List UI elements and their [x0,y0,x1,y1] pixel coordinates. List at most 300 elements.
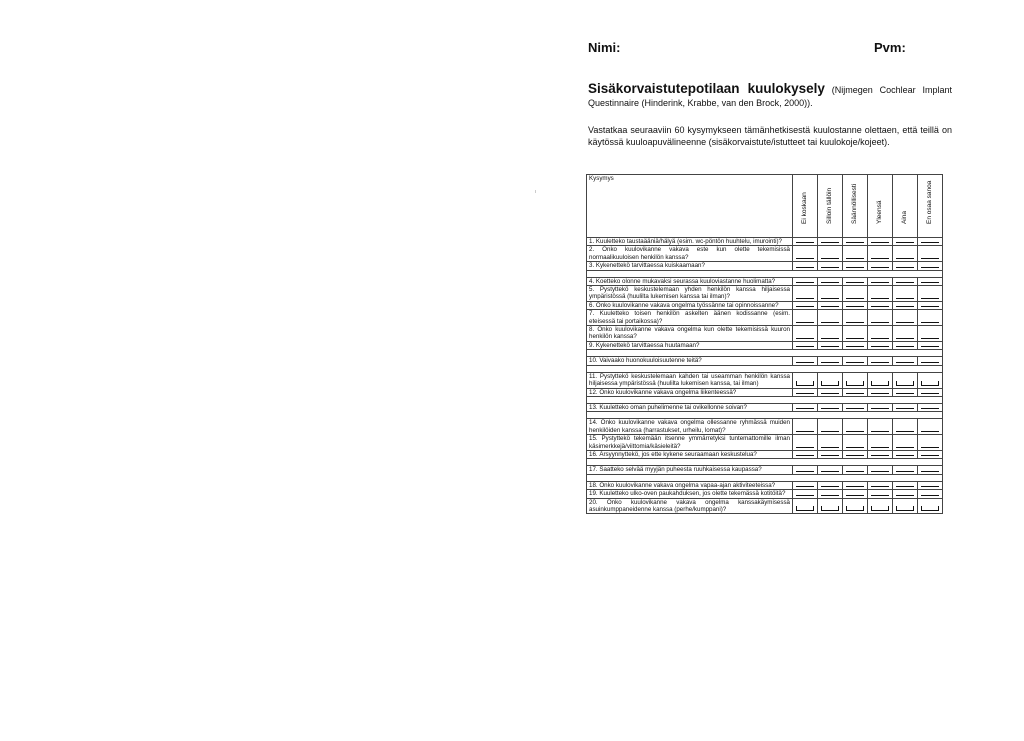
answer-checkbox[interactable] [918,388,943,396]
answer-checkbox[interactable] [868,301,893,309]
answer-checkbox[interactable] [793,372,818,388]
answer-checkbox[interactable] [918,310,943,326]
answer-mark [796,427,814,432]
answer-mark [896,278,914,283]
answer-mark [896,404,914,409]
spacer-cell [587,270,943,277]
answer-checkbox[interactable] [868,246,893,262]
answer-checkbox[interactable] [868,277,893,285]
question-text: 7. Kuuletteko toisen henkilön askelten äänen kodissanne (esim. eteisessä tai portaikossa)? [587,310,793,326]
table-row [587,310,943,326]
answer-checkbox[interactable] [918,435,943,451]
answer-checkbox[interactable] [818,238,843,246]
answer-mark [846,404,864,409]
answer-mark [846,302,864,307]
answer-mark [921,443,939,448]
answer-checkbox[interactable] [918,277,943,285]
answer-checkbox[interactable] [918,246,943,262]
answer-mark [821,318,839,323]
answer-mark [871,381,889,386]
answer-mark [871,482,889,487]
answer-checkbox[interactable] [793,490,818,498]
row-spacer [587,396,943,403]
col-label: En osaa sanoa [926,180,933,224]
answer-checkbox[interactable] [843,403,868,411]
answer-checkbox[interactable] [918,481,943,489]
answer-checkbox[interactable] [818,262,843,270]
answer-mark [796,263,814,268]
answer-mark [821,506,839,511]
row-spacer [587,270,943,277]
question-text: 9. Kykenettekö tarvittaessa huutamaan? [587,341,793,349]
answer-checkbox[interactable] [793,246,818,262]
answer-mark [796,294,814,299]
answer-checkbox[interactable] [868,403,893,411]
answer-mark [921,404,939,409]
answer-mark [921,318,939,323]
answer-mark [921,342,939,347]
answer-checkbox[interactable] [843,357,868,365]
col-header-sometimes [818,175,843,238]
answer-checkbox[interactable] [918,498,943,514]
row-spacer [587,459,943,466]
answer-mark [796,389,814,394]
answer-mark [821,254,839,259]
table-row [587,286,943,302]
answer-mark [796,334,814,339]
question-text: 4. Koetteko olonne mukavaksi seurassa kuuloviastanne huolimatta? [587,277,793,285]
answer-mark [896,302,914,307]
answer-checkbox[interactable] [868,238,893,246]
answer-checkbox[interactable] [793,238,818,246]
question-text: 13. Kuuletteko oman puhelimenne tai ovikellonne soivan? [587,403,793,411]
question-text: 19. Kuuletteko ulko-oven paukahduksen, jos olette tekemässä kotitöitä? [587,490,793,498]
answer-mark [871,238,889,243]
answer-checkbox[interactable] [918,357,943,365]
answer-checkbox[interactable] [893,310,918,326]
answer-mark [796,278,814,283]
answer-mark [871,358,889,363]
table-row [587,238,943,246]
answer-checkbox[interactable] [843,310,868,326]
answer-checkbox[interactable] [818,490,843,498]
answer-checkbox[interactable] [818,286,843,302]
title-source: (Nijmegen Cochlear Implant Questinnaire (Hinderink, Krabbe, van den Brock, 2000)). [588,85,952,108]
answer-checkbox[interactable] [818,498,843,514]
answer-checkbox[interactable] [843,341,868,349]
answer-mark [896,254,914,259]
answer-mark [846,294,864,299]
answer-mark [821,334,839,339]
col-header-never [793,175,818,238]
answer-mark [796,467,814,472]
answer-mark [821,443,839,448]
question-text: 15. Pystyttekö tekemään itsenne ymmärretyksi tuntemattomille ilman käsimerkkejä/viittomia/käsieleitä? [587,435,793,451]
col-label: Säännöllisesti [851,183,858,224]
table-row [587,450,943,458]
answer-mark [846,443,864,448]
table-row [587,403,943,411]
question-text: 16. Ärsyynnyttekö, jos ette kykene seuraamaan keskustelua? [587,450,793,458]
answer-mark [921,294,939,299]
question-text: 20. Onko kuulovikanne vakava ongelma kanssakäymisessä asuinkumppaneidenne kanssa (perhe/kumppani)? [587,498,793,514]
answer-checkbox[interactable] [893,372,918,388]
instructions: Vastatkaa seuraaviin 60 kysymykseen tämänhetkisestä kuulostanne olettaen, että teillä on käytössä kuuloapuvälineenne (sisäkorvaistute/istutteet tai kuulokoje/kojeet). [588,125,952,147]
name-label: Nimi: [588,40,621,55]
col-label: Silloin tällöin [826,187,833,224]
answer-mark [896,443,914,448]
col-header-cannot-say [918,175,943,238]
answer-checkbox[interactable] [818,450,843,458]
answer-mark [896,451,914,456]
answer-checkbox[interactable] [893,450,918,458]
question-table [586,174,943,514]
questionnaire-page [586,0,952,741]
answer-mark [871,342,889,347]
answer-mark [796,318,814,323]
answer-checkbox[interactable] [818,246,843,262]
answer-mark [871,278,889,283]
answer-checkbox[interactable] [843,490,868,498]
spacer-cell [587,365,943,372]
question-text: 2. Onko kuulovikanne vakava este kun olette tekemisissä normaalikuuloisen henkilön kanssa? [587,246,793,262]
answer-checkbox[interactable] [868,262,893,270]
answer-checkbox[interactable] [793,301,818,309]
answer-checkbox[interactable] [893,466,918,474]
answer-mark [821,491,839,496]
table-row [587,419,943,435]
table-row [587,341,943,349]
answer-checkbox[interactable] [918,450,943,458]
answer-mark [821,427,839,432]
answer-checkbox[interactable] [868,341,893,349]
row-spacer [587,412,943,419]
answer-checkbox[interactable] [918,372,943,388]
table-row [587,466,943,474]
answer-mark [846,263,864,268]
answer-mark [896,482,914,487]
question-text: 8. Onko kuulovikanne vakava ongelma kun olette tekemisissä kuuron henkilön kanssa? [587,326,793,342]
answer-mark [896,491,914,496]
answer-checkbox[interactable] [918,466,943,474]
answer-mark [821,389,839,394]
answer-checkbox[interactable] [918,262,943,270]
answer-mark [921,506,939,511]
answer-checkbox[interactable] [918,419,943,435]
answer-mark [846,358,864,363]
answer-checkbox[interactable] [818,341,843,349]
answer-checkbox[interactable] [818,277,843,285]
answer-checkbox[interactable] [793,403,818,411]
answer-checkbox[interactable] [843,450,868,458]
answer-mark [821,404,839,409]
question-text: 11. Pystyttekö keskustelemaan kahden tai useamman henkilön kanssa hiljaisessa ympäristössä (huulilta lukemisen kanssa, tai ilman) [587,372,793,388]
answer-mark [871,491,889,496]
questionnaire-title [588,82,952,110]
answer-mark [921,427,939,432]
answer-checkbox[interactable] [843,326,868,342]
answer-checkbox[interactable] [893,498,918,514]
answer-checkbox[interactable] [818,481,843,489]
answer-checkbox[interactable] [893,435,918,451]
answer-checkbox[interactable] [868,419,893,435]
answer-checkbox[interactable] [843,388,868,396]
answer-mark [821,358,839,363]
answer-checkbox[interactable] [918,403,943,411]
answer-mark [896,467,914,472]
answer-checkbox[interactable] [893,490,918,498]
answer-mark [871,318,889,323]
answer-checkbox[interactable] [818,419,843,435]
answer-checkbox[interactable] [793,466,818,474]
answer-checkbox[interactable] [868,357,893,365]
answer-checkbox[interactable] [918,326,943,342]
answer-mark [796,381,814,386]
table-row [587,301,943,309]
answer-mark [846,389,864,394]
answer-mark [896,318,914,323]
answer-checkbox[interactable] [793,262,818,270]
answer-mark [896,506,914,511]
col-label: Aina [901,210,908,224]
answer-checkbox[interactable] [843,286,868,302]
answer-mark [796,238,814,243]
answer-mark [846,427,864,432]
table-row [587,490,943,498]
table-row [587,481,943,489]
answer-checkbox[interactable] [793,286,818,302]
answer-mark [921,381,939,386]
spacer-cell [587,474,943,481]
answer-checkbox[interactable] [868,310,893,326]
question-column-header: Kysymys [587,175,793,238]
answer-checkbox[interactable] [868,435,893,451]
table-row [587,277,943,285]
answer-checkbox[interactable] [843,419,868,435]
answer-checkbox[interactable] [868,481,893,489]
answer-mark [846,451,864,456]
answer-mark [896,358,914,363]
answer-mark [821,467,839,472]
answer-mark [846,381,864,386]
answer-checkbox[interactable] [793,419,818,435]
answer-mark [846,467,864,472]
answer-mark [871,334,889,339]
answer-checkbox[interactable] [893,481,918,489]
answer-mark [846,334,864,339]
answer-checkbox[interactable] [918,238,943,246]
answer-mark [921,482,939,487]
question-text: 6. Onko kuulovikanne vakava ongelma työssänne tai opinnoissanne? [587,301,793,309]
answer-checkbox[interactable] [818,403,843,411]
answer-mark [796,342,814,347]
answer-checkbox[interactable] [868,498,893,514]
answer-mark [796,506,814,511]
answer-mark [921,467,939,472]
answer-mark [846,482,864,487]
answer-checkbox[interactable] [818,435,843,451]
answer-mark [821,278,839,283]
answer-checkbox[interactable] [843,277,868,285]
answer-checkbox[interactable] [918,301,943,309]
answer-mark [921,263,939,268]
answer-checkbox[interactable] [843,435,868,451]
answer-checkbox[interactable] [793,357,818,365]
answer-checkbox[interactable] [793,341,818,349]
question-text: 5. Pystyttekö keskustelemaan yhden henkilön kanssa hiljaisessa ympäristössä (huulilta lukemisen kanssa tai ilman)? [587,286,793,302]
answer-mark [871,404,889,409]
answer-mark [846,491,864,496]
answer-mark [896,389,914,394]
answer-checkbox[interactable] [818,310,843,326]
answer-checkbox[interactable] [868,490,893,498]
table-row [587,326,943,342]
table-row [587,357,943,365]
question-rows [587,238,943,514]
answer-checkbox[interactable] [893,301,918,309]
answer-mark [921,302,939,307]
answer-checkbox[interactable] [918,341,943,349]
answer-mark [796,404,814,409]
answer-checkbox[interactable] [868,372,893,388]
answer-mark [921,334,939,339]
answer-checkbox[interactable] [843,466,868,474]
question-text: 18. Onko kuulovikanne vakava ongelma vapaa-ajan aktiviteeteissa? [587,481,793,489]
answer-mark [921,451,939,456]
answer-checkbox[interactable] [918,286,943,302]
question-text: 14. Onko kuulovikanne vakava ongelma ollessanne ryhmässä muiden henkilöiden kanssa (harrastukset, urheilu, lomat)? [587,419,793,435]
answer-mark [896,342,914,347]
question-text: 17. Saatteko selvää myyjän puheesta ruuhkaisessa kaupassa? [587,466,793,474]
answer-checkbox[interactable] [868,450,893,458]
answer-mark [896,334,914,339]
answer-checkbox[interactable] [893,238,918,246]
answer-mark [846,342,864,347]
answer-checkbox[interactable] [818,326,843,342]
answer-mark [796,482,814,487]
answer-mark [896,238,914,243]
answer-checkbox[interactable] [793,388,818,396]
table-header-row [587,175,943,238]
spacer-cell [587,396,943,403]
row-spacer [587,350,943,357]
col-header-always [893,175,918,238]
answer-mark [846,318,864,323]
answer-checkbox[interactable] [893,286,918,302]
answer-checkbox[interactable] [893,277,918,285]
answer-checkbox[interactable] [843,481,868,489]
answer-mark [921,389,939,394]
answer-checkbox[interactable] [893,326,918,342]
table-row [587,246,943,262]
spacer-cell [587,350,943,357]
answer-mark [921,254,939,259]
answer-mark [821,381,839,386]
row-spacer [587,474,943,481]
col-header-usually [868,175,893,238]
answer-checkbox[interactable] [793,498,818,514]
answer-checkbox[interactable] [843,246,868,262]
col-label: Ei koskaan [801,191,808,224]
col-label: Yleensä [876,200,883,224]
date-label: Pvm: [874,40,906,55]
answer-mark [871,294,889,299]
answer-mark [796,358,814,363]
question-text: 10. Vaivaako huonokuuloisuutenne teitä? [587,357,793,365]
answer-checkbox[interactable] [818,388,843,396]
answer-checkbox[interactable] [868,466,893,474]
spacer-cell [587,459,943,466]
answer-mark [896,294,914,299]
answer-checkbox[interactable] [793,435,818,451]
answer-checkbox[interactable] [793,310,818,326]
table-row [587,498,943,514]
answer-mark [821,238,839,243]
answer-mark [846,238,864,243]
answer-mark [921,358,939,363]
answer-checkbox[interactable] [893,403,918,411]
table-row [587,372,943,388]
answer-mark [921,278,939,283]
answer-checkbox[interactable] [818,466,843,474]
answer-checkbox[interactable] [818,301,843,309]
answer-mark [896,427,914,432]
answer-checkbox[interactable] [893,357,918,365]
answer-mark [871,389,889,394]
answer-checkbox[interactable] [843,262,868,270]
question-text: 1. Kuuletteko taustaääniä/hälyä (esim. wc-pöntön huuhtelu, imurointi)? [587,238,793,246]
answer-checkbox[interactable] [843,372,868,388]
answer-mark [796,443,814,448]
answer-checkbox[interactable] [893,246,918,262]
answer-mark [821,482,839,487]
answer-checkbox[interactable] [843,238,868,246]
answer-mark [871,427,889,432]
answer-mark [821,342,839,347]
answer-mark [871,302,889,307]
answer-mark [796,491,814,496]
row-spacer [587,365,943,372]
answer-checkbox[interactable] [868,326,893,342]
answer-checkbox[interactable] [893,388,918,396]
answer-checkbox[interactable] [818,357,843,365]
answer-checkbox[interactable] [793,326,818,342]
answer-checkbox[interactable] [793,450,818,458]
answer-checkbox[interactable] [893,262,918,270]
answer-checkbox[interactable] [868,286,893,302]
answer-mark [896,263,914,268]
answer-mark [796,254,814,259]
answer-checkbox[interactable] [918,490,943,498]
answer-mark [921,491,939,496]
col-header-regularly [843,175,868,238]
answer-checkbox[interactable] [793,277,818,285]
answer-checkbox[interactable] [843,301,868,309]
table-row [587,262,943,270]
answer-checkbox[interactable] [893,341,918,349]
answer-mark [871,254,889,259]
answer-mark [871,263,889,268]
answer-checkbox[interactable] [868,388,893,396]
answer-checkbox[interactable] [793,481,818,489]
answer-checkbox[interactable] [843,498,868,514]
spacer-cell [587,412,943,419]
answer-mark [896,381,914,386]
answer-checkbox[interactable] [893,419,918,435]
question-text: 12. Onko kuulovikanne vakava ongelma liikenteessä? [587,388,793,396]
answer-checkbox[interactable] [818,372,843,388]
answer-mark [821,451,839,456]
